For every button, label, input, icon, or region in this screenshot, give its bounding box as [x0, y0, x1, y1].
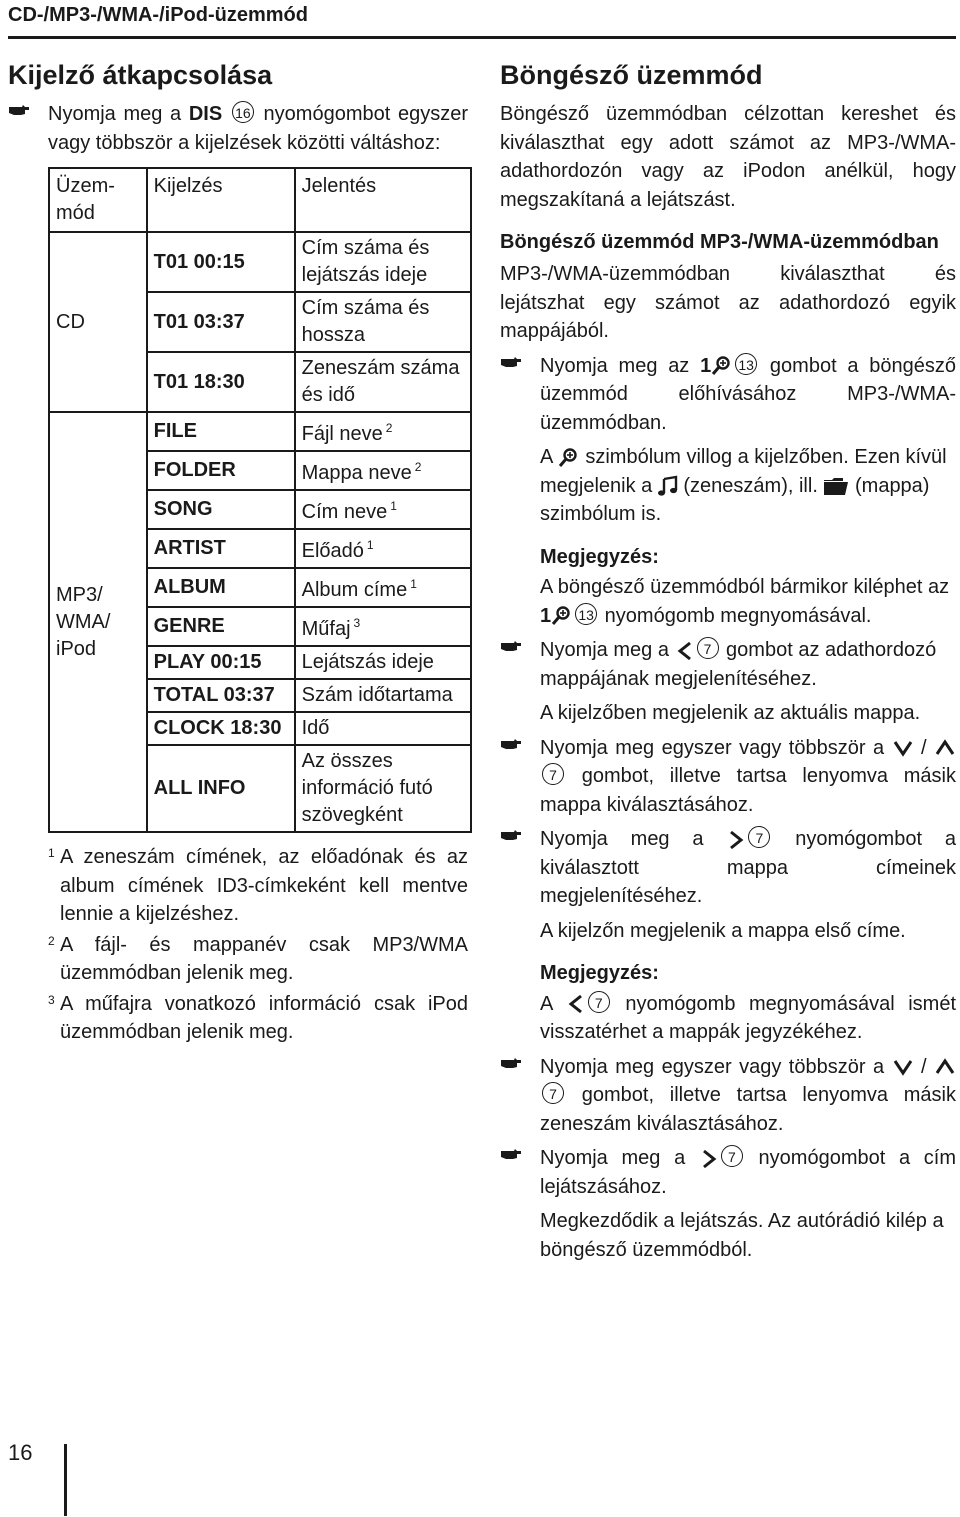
slash-text: /: [913, 736, 934, 759]
chevron-right-icon: [699, 1148, 719, 1170]
footnote-mark: 1: [48, 846, 55, 860]
display-code: T01 18:30: [147, 352, 295, 412]
column-header-meaning: Jelentés: [295, 168, 471, 232]
display-meaning: Idő: [295, 712, 471, 745]
display-code: SONG: [147, 490, 295, 529]
hand-pointer-icon: [500, 737, 522, 751]
button-number-badge: 7: [588, 991, 610, 1013]
footnote-ref: 2: [385, 421, 393, 435]
meaning-text: Cím neve: [301, 501, 388, 523]
footnote-ref: 1: [366, 538, 374, 552]
note-text: [500, 573, 956, 630]
key-label: 1: [540, 604, 552, 627]
step-result: Megkezdődik a lejátszás. Az autórádió kilép a böngésző üzemmódból.: [540, 1210, 944, 1261]
display-meaning: [295, 568, 471, 607]
footnote-text: A fájl- és mappanév csak MP3/WMA üzemmódban jelenik meg.: [60, 933, 468, 984]
display-meaning: [295, 412, 471, 451]
hand-pointer-icon: [500, 828, 522, 842]
button-number-badge: 7: [542, 763, 564, 785]
instruction-text: nyomógombot egyszer vagy többször a kijelzések közötti váltáshoz:: [48, 103, 468, 154]
step-result: [500, 443, 956, 529]
hand-pointer-icon: [8, 103, 30, 117]
table-row: [49, 412, 471, 451]
footnote-text: A műfajra vonatkozó információ csak iPod üzemmódban jelenik meg.: [60, 992, 468, 1043]
step-result: A kijelzőn megjelenik a mappa első címe.: [540, 919, 906, 942]
chevron-right-icon: [726, 829, 746, 851]
search-key-icon: [551, 605, 573, 627]
note-label: Megjegyzés:: [540, 962, 659, 984]
display-code: TOTAL 03:37: [147, 679, 295, 712]
page-number: 16: [8, 1440, 33, 1465]
note-text: [500, 990, 956, 1047]
chevron-left-icon: [675, 640, 695, 662]
display-code: PLAY 00:15: [147, 646, 295, 679]
display-code: ARTIST: [147, 529, 295, 568]
step-text: gombot, illetve tartsa lenyomva másik zeneszám kiválasztásához.: [540, 1084, 956, 1135]
hand-pointer-icon: [500, 355, 522, 369]
display-code: GENRE: [147, 607, 295, 646]
display-meaning: [295, 607, 471, 646]
step-text: Nyomja meg egyszer vagy többször a: [540, 736, 892, 759]
chevron-up-icon: [934, 737, 956, 759]
button-number-badge: 7: [748, 826, 770, 848]
step-text: Nyomja meg a: [540, 1147, 699, 1169]
display-meaning: Cím száma és hossza: [295, 292, 471, 352]
step-text: gombot a böngésző üzemmód előhívásához MP3-/WMA-üzemmódban.: [540, 354, 956, 434]
chevron-down-icon: [892, 737, 914, 759]
result-text: A: [540, 446, 558, 468]
step-show-titles: [500, 825, 956, 911]
step-text: nyomógombot a cím lejátszásához.: [540, 1147, 956, 1198]
browse-intro: Böngésző üzemmódban célzottan kereshet és kiválaszthat egy adott számot az MP3-/WMA-adathordozón vagy az iPodon anélkül, hogy megszakítaná a lejátszást.: [500, 103, 956, 211]
right-column: [500, 58, 956, 1270]
button-number-badge: 13: [575, 603, 597, 625]
step-text: Nyomja meg a: [540, 639, 675, 661]
mode-cell-cd: CD: [49, 232, 147, 412]
step-text: Nyomja meg a: [540, 828, 727, 850]
display-code: T01 00:15: [147, 232, 295, 292]
hand-pointer-icon: [500, 639, 522, 653]
slash-text: /: [913, 1055, 934, 1078]
footnotes: [8, 843, 468, 1047]
footnote-mark: 3: [48, 992, 55, 1007]
section-heading-display: Kijelző átkapcsolása: [8, 60, 273, 90]
step-play-title: [500, 1144, 956, 1201]
display-meaning: [295, 451, 471, 490]
page-header: [8, 0, 956, 39]
display-code: ALL INFO: [147, 745, 295, 832]
chevron-down-icon: [892, 1056, 914, 1078]
button-number-badge: 7: [697, 637, 719, 659]
meaning-text: Műfaj: [301, 618, 351, 640]
display-code: ALBUM: [147, 568, 295, 607]
button-number-badge: 16: [232, 101, 254, 123]
footnote-mark: 2: [48, 933, 55, 948]
footnote-text: A zeneszám címének, az előadónak és az album címének ID3-címkeként kell mentve lennie a kijelzéshez.: [60, 846, 468, 925]
display-meaning: Zeneszám száma és idő: [295, 352, 471, 412]
note-text-part: A: [540, 992, 566, 1015]
display-meaning: [295, 529, 471, 568]
key-label: 1: [700, 354, 712, 377]
step-select-folder: [500, 734, 956, 820]
left-column: [8, 58, 468, 1047]
button-number-badge: 13: [735, 353, 757, 375]
mode-cell-mp3: MP3/ WMA/ iPod: [49, 412, 147, 832]
meaning-text: Album címe: [301, 579, 408, 601]
display-meaning: Cím száma és lejátszás ideje: [295, 232, 471, 292]
meaning-text: Mappa neve: [301, 462, 412, 484]
hand-pointer-icon: [500, 1056, 522, 1070]
footnote: [8, 990, 468, 1047]
search-key-icon: [711, 355, 733, 377]
button-number-badge: 7: [721, 1145, 743, 1167]
note-label: Megjegyzés:: [540, 545, 659, 568]
result-text: (mappa) szimbólum is.: [540, 474, 930, 525]
instruction-dis: [8, 100, 468, 157]
note-text-part: A böngésző üzemmódból bármikor kiléphet az: [540, 576, 950, 598]
step-text: Nyomja meg az: [540, 354, 701, 377]
header-title: CD-/MP3-/WMA-/iPod-üzemmód: [8, 4, 308, 26]
dis-key-label: DIS: [188, 103, 223, 125]
chevron-up-icon: [934, 1056, 956, 1078]
display-code: FOLDER: [147, 451, 295, 490]
column-header-display: Kijelzés: [147, 168, 295, 232]
page-number-divider: [64, 1444, 67, 1516]
footnote: [8, 843, 468, 929]
subsection-heading: Böngésző üzemmód MP3-/WMA-üzemmódban: [500, 231, 939, 253]
chevron-left-icon: [566, 993, 586, 1015]
step-result: A kijelzőben megjelenik az aktuális mappa.: [540, 702, 921, 724]
footnote-ref: 1: [410, 577, 417, 591]
folder-icon: [823, 476, 849, 496]
step-open-browse: [500, 352, 956, 438]
instruction-text: Nyomja meg a: [48, 103, 189, 125]
footnote-ref: 1: [390, 499, 397, 513]
note-text-part: nyomógomb megnyomásával ismét visszatérhet a mappák jegyzékéhez.: [540, 992, 956, 1043]
display-meaning: Az összes információ futó szövegként: [295, 745, 471, 832]
meaning-text: Fájl neve: [301, 423, 383, 445]
step-text: Nyomja meg egyszer vagy többször a: [540, 1055, 892, 1078]
display-meaning: Szám időtartama: [295, 679, 471, 712]
note-text-part: nyomógomb megnyomásával.: [599, 604, 872, 627]
step-select-song: [500, 1053, 956, 1139]
result-text: (zeneszám), ill.: [677, 474, 824, 497]
hand-pointer-icon: [500, 1147, 522, 1161]
step-text: nyomógombot a kiválasztott mappa címeinek megjelenítéséhez.: [540, 828, 956, 907]
column-header-mode: Üzem-mód: [49, 168, 147, 232]
footnote-ref: 3: [353, 616, 361, 630]
step-text: gombot, illetve tartsa lenyomva másik mappa kiválasztásához.: [540, 765, 956, 816]
button-number-badge: 7: [542, 1082, 564, 1104]
table-header-row: [49, 168, 471, 232]
footnote: [8, 931, 468, 988]
step-text: gombot az adathordozó mappájának megjelenítéséhez.: [540, 639, 937, 690]
section-heading-browse: Böngésző üzemmód: [500, 60, 763, 90]
search-key-icon: [558, 447, 580, 469]
display-code: CLOCK 18:30: [147, 712, 295, 745]
music-note-icon: [658, 475, 678, 497]
display-code: FILE: [147, 412, 295, 451]
sub-intro: MP3-/WMA-üzemmódban kiválaszthat és lejátszhat egy számot az adathordozó egyik mappájából.: [500, 263, 956, 342]
step-show-folder: [500, 636, 956, 693]
result-text: szimbólum villog a kijelzőben. Ezen kívül megjelenik a: [540, 446, 947, 497]
footnote-ref: 2: [414, 460, 422, 474]
meaning-text: Előadó: [301, 540, 364, 562]
table-row: [49, 232, 471, 292]
display-code: T01 03:37: [147, 292, 295, 352]
display-meaning: Lejátszás ideje: [295, 646, 471, 679]
display-meaning: [295, 490, 471, 529]
display-table: [48, 167, 472, 833]
